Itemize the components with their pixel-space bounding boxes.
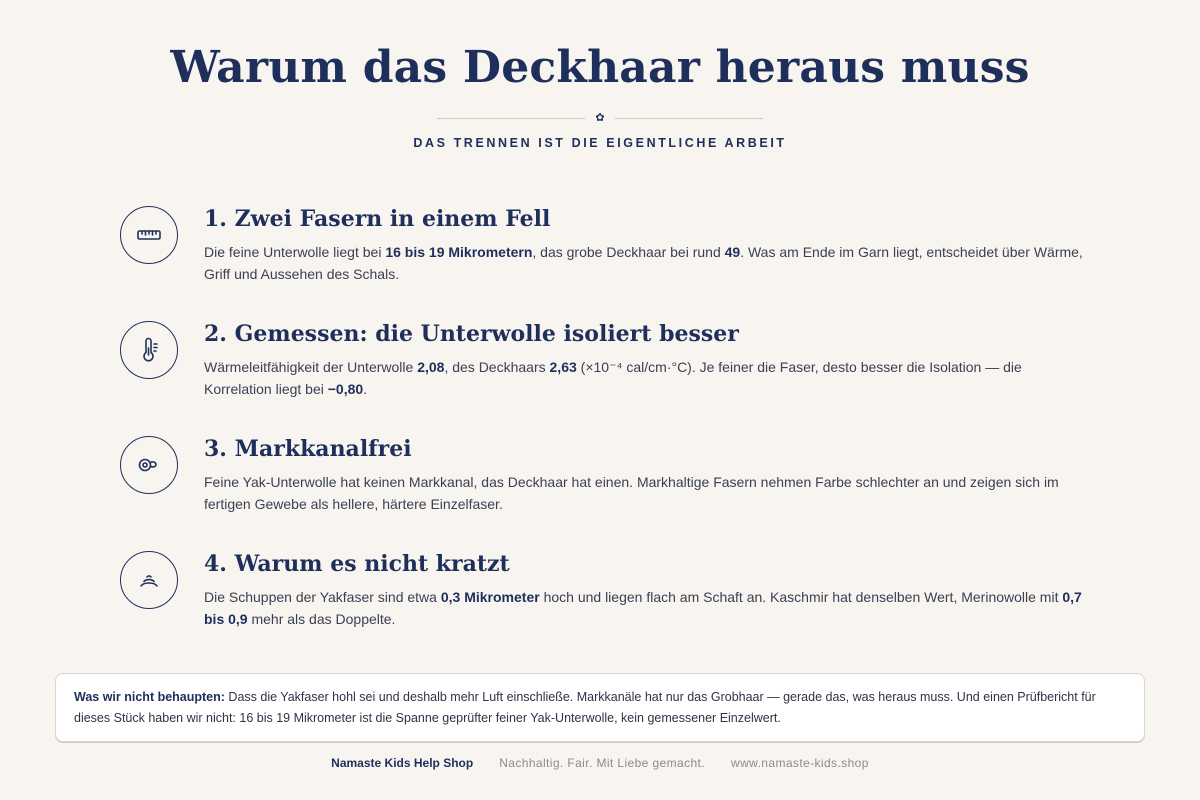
highlight-value: 49 bbox=[724, 244, 741, 260]
fiber-scales-icon bbox=[120, 551, 178, 609]
title-divider bbox=[0, 108, 1200, 128]
text-segment: , das grobe Deckhaar bei rund bbox=[532, 244, 725, 260]
footer-url-link[interactable]: www.namaste-kids.shop bbox=[731, 756, 869, 770]
fiber-cross-section-icon bbox=[120, 436, 178, 494]
feature-heading: 3. Markkanalfrei bbox=[204, 436, 412, 462]
footer-brand: Namaste Kids Help Shop bbox=[331, 756, 474, 770]
text-segment: Wärmeleitfähigkeit der Unterwolle bbox=[204, 359, 418, 375]
text-segment: Die feine Unterwolle liegt bei bbox=[204, 244, 386, 260]
disclaimer-text: Dass die Yakfaser hohl sei und deshalb mehr Luft einschließe. Markkanäle hat nur das Grobhaar — gerade das, was heraus muss. Und einen Prüfbericht für dieses Stück haben wir nicht: 16 bis 19 Mikrometer ist die Spanne geprüfter feiner Yak-Unterwolle, kein gemessener Einzelwert. bbox=[74, 690, 1096, 725]
text-segment: . bbox=[363, 381, 368, 397]
highlight-value: 2,08 bbox=[417, 359, 445, 375]
text-segment: . Was am Ende im Garn liegt, entscheidet über Wärme, Griff und Aussehen des Schals. bbox=[204, 244, 1083, 282]
text-segment: (×10⁻⁴ cal/cm·°C). Je feiner die Faser, desto besser die Isolation — die Korrelation liegt bei bbox=[204, 359, 1022, 397]
feature-text bbox=[204, 241, 1084, 285]
ruler-icon bbox=[120, 206, 178, 264]
highlight-value: 0,3 Mikrometer bbox=[440, 589, 540, 605]
feature-heading: 4. Warum es nicht kratzt bbox=[204, 551, 510, 577]
text-segment: Feine Yak-Unterwolle hat keinen Markkanal, das Deckhaar hat einen. Markhaltige Fasern nehmen Farbe schlechter an und zeigen sich im fertigen Gewebe als hellere, härtere Einzelfaser. bbox=[204, 474, 1059, 512]
text-segment: mehr als das Doppelte. bbox=[247, 611, 396, 627]
page-title: Warum das Deckhaar heraus muss bbox=[170, 42, 1030, 93]
text-segment: , des Deckhaars bbox=[444, 359, 550, 375]
feature-heading: 1. Zwei Fasern in einem Fell bbox=[204, 206, 551, 232]
flower-icon: ✿ bbox=[595, 112, 605, 124]
footer-tagline: Nachhaltig. Fair. Mit Liebe gemacht. bbox=[499, 756, 706, 770]
footer bbox=[0, 755, 1200, 771]
page-subtitle: DAS TRENNEN IST DIE EIGENTLICHE ARBEIT bbox=[413, 136, 787, 150]
highlight-value: 2,63 bbox=[549, 359, 577, 375]
feature-text bbox=[204, 471, 1084, 515]
highlight-value: −0,80 bbox=[327, 381, 364, 397]
highlight-value: 16 bis 19 Mikrometern bbox=[385, 244, 533, 260]
feature-text bbox=[204, 586, 1084, 630]
highlight-value: 0,7 bis 0,9 bbox=[204, 589, 1082, 627]
feature-heading: 2. Gemessen: die Unterwolle isoliert besser bbox=[204, 321, 739, 347]
text-segment: hoch und liegen flach am Schaft an. Kaschmir hat denselben Wert, Merinowolle mit bbox=[539, 589, 1063, 605]
divider-line-left bbox=[437, 118, 585, 119]
text-segment: Die Schuppen der Yakfaser sind etwa bbox=[204, 589, 441, 605]
disclaimer-note bbox=[55, 673, 1145, 742]
thermometer-icon bbox=[120, 321, 178, 379]
feature-text bbox=[204, 356, 1084, 400]
divider-line-right bbox=[615, 118, 763, 119]
disclaimer-label: Was wir nicht behaupten: bbox=[74, 690, 225, 704]
